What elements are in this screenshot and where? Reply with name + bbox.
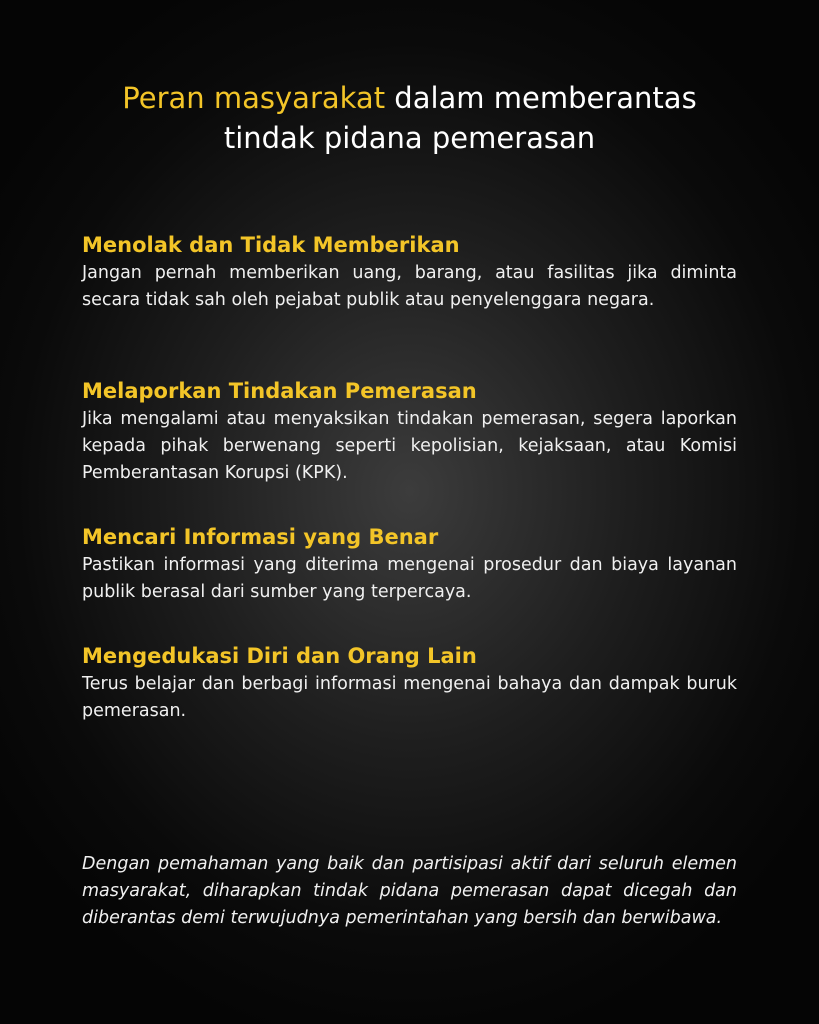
section-refuse (82, 232, 737, 314)
title-highlight: Peran masyarakat (122, 81, 386, 115)
section-body: Terus belajar dan berbagi informasi mengenai bahaya dan dampak buruk pemerasan. (82, 674, 737, 721)
section-heading: Menolak dan Tidak Memberikan (82, 233, 460, 257)
title-rest: dalam memberantas (385, 81, 697, 115)
title-line-2: tindak pidana pemerasan (223, 121, 596, 155)
title-line-1 (0, 78, 819, 118)
section-body: Pastikan informasi yang diterima mengenai prosedur dan biaya layanan publik berasal dari sumber yang terpercaya. (82, 555, 737, 602)
section-report (82, 378, 737, 487)
page-title (0, 78, 819, 158)
section-information (82, 524, 737, 606)
section-body: Jika mengalami atau menyaksikan tindakan pemerasan, segera laporkan kepada pihak berwenang seperti kepolisian, kejaksaan, atau Komisi Pemberantasan Korupsi (KPK). (82, 409, 737, 483)
section-heading: Mencari Informasi yang Benar (82, 525, 439, 549)
closing-paragraph: Dengan pemahaman yang baik dan partisipasi aktif dari seluruh elemen masyarakat, diharapkan tindak pidana pemerasan dapat dicegah dan diberantas demi terwujudnya pemerintahan yang bersih dan berwibawa. (82, 853, 737, 928)
section-body: Jangan pernah memberikan uang, barang, atau fasilitas jika diminta secara tidak sah oleh pejabat publik atau penyelenggara negara. (82, 263, 737, 310)
section-heading: Mengedukasi Diri dan Orang Lain (82, 644, 477, 668)
section-educate (82, 643, 737, 725)
section-heading: Melaporkan Tindakan Pemerasan (82, 379, 477, 403)
